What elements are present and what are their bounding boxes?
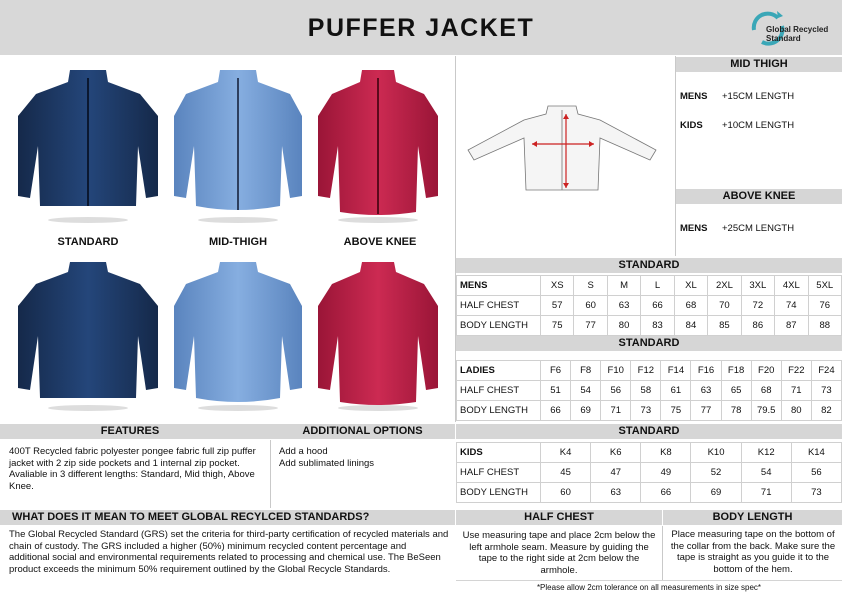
table-cell: F8 [571,361,601,381]
divider [662,526,663,580]
table-cell: 86 [741,316,774,336]
table-cell: 51 [541,381,571,401]
table-cell: KIDS [457,443,541,463]
table-cell: S [574,276,607,296]
table-cell: 56 [601,381,631,401]
table-cell: 73 [631,401,661,421]
mens-table-heading: STANDARD [456,258,842,273]
table-cell: 60 [541,483,591,503]
table-cell: 70 [708,296,741,316]
jacket-standard-front [18,70,158,223]
table-cell: 2XL [708,276,741,296]
table-cell: 85 [708,316,741,336]
table-cell: 5XL [808,276,842,296]
table-row [457,381,842,401]
table-cell: 54 [741,463,791,483]
table-cell: 66 [641,296,674,316]
divider [456,580,842,581]
label-above-knee: ABOVE KNEE [343,236,417,248]
table-cell: 74 [775,296,808,316]
table-cell: 56 [791,463,841,483]
table-cell: F10 [601,361,631,381]
table-cell: F24 [811,361,841,381]
table-cell: 71 [781,381,811,401]
above-knee-heading: ABOVE KNEE [676,189,842,204]
divider [675,56,676,256]
table-cell: 75 [661,401,691,421]
mid-thigh-kids-value: +10CM LENGTH [722,120,795,131]
table-cell: 63 [691,381,721,401]
grs-heading: WHAT DOES IT MEAN TO MEET GLOBAL RECYLCED STANDARDS? [0,510,455,525]
table-cell: F18 [721,361,751,381]
mid-thigh-heading: MID THIGH [676,57,842,72]
features-text: 400T Recycled fabric polyester pongee fabric full zip puffer jacket with 2 zip side pockets and 1 internal zip pocket. Avaliable in 3 different lengths: Standard, Mid thigh, Above Knee. [9,446,256,492]
table-cell: K14 [791,443,841,463]
table-cell: 88 [808,316,842,336]
table-cell: 84 [674,316,707,336]
table-cell: 47 [591,463,641,483]
above-knee-mens-label: MENS [680,223,708,234]
above-knee-mens-value: +25CM LENGTH [722,223,795,234]
additional-options-heading: ADDITIONAL OPTIONS [302,425,423,437]
table-cell: 52 [691,463,741,483]
table-cell: 54 [571,381,601,401]
table-cell: K6 [591,443,641,463]
table-cell: 60 [574,296,607,316]
table-cell: 73 [811,381,841,401]
grs-text: The Global Recycled Standard (GRS) set the criteria for third-party certification of recycled materials and chain of custody. The GRS included a higher (50%) minimum recycled content percentage and additional social and environmental requirements related to processing and chemical use. The BeSeen product exceeds the minimum 50% requirement outlined by the Global Recycle Standards. [9,529,449,575]
half-chest-text: Use measuring tape and place 2cm below the left armhole seam. Measure by guiding the tape to the right side at 2cm below the armhole. [462,530,656,576]
table-cell: K10 [691,443,741,463]
table-cell: 80 [607,316,640,336]
table-cell: 63 [607,296,640,316]
kids-size-table [456,442,842,503]
table-cell: F22 [781,361,811,381]
table-cell: 45 [541,463,591,483]
logo-text: Global Recycled Standard [766,25,829,43]
table-cell: K12 [741,443,791,463]
table-cell: BODY LENGTH [457,401,541,421]
jacket-above-knee-front [318,70,438,223]
jacket-standard-back [18,262,158,411]
table-cell: HALF CHEST [457,463,541,483]
body-length-heading: BODY LENGTH [663,510,842,525]
table-row [457,276,842,296]
table-cell: 77 [574,316,607,336]
ladies-table-heading: STANDARD [456,336,842,351]
table-row [457,483,842,503]
table-cell: L [641,276,674,296]
jacket-mid-thigh-front [174,70,302,223]
divider [270,440,271,508]
tolerance-footnote: *Please allow 2cm tolerance on all measurements in size spec* [536,583,762,592]
table-row [457,296,842,316]
table-cell: 57 [541,296,574,316]
table-cell: 71 [741,483,791,503]
jacket-above-knee-back [318,262,438,411]
page-title: PUFFER JACKET [307,14,535,42]
table-row [457,316,842,336]
table-cell: HALF CHEST [457,381,541,401]
table-row [457,361,842,381]
table-cell: 80 [781,401,811,421]
table-cell: XS [541,276,574,296]
table-row [457,443,842,463]
table-cell: BODY LENGTH [457,483,541,503]
table-cell: 76 [808,296,842,316]
half-chest-heading: HALF CHEST [456,510,662,525]
table-cell: 69 [571,401,601,421]
table-cell: F20 [751,361,781,381]
table-cell: 49 [641,463,691,483]
table-cell: MENS [457,276,541,296]
table-cell: F12 [631,361,661,381]
grs-logo [748,8,838,48]
mens-size-table [456,275,842,336]
mid-thigh-kids-label: KIDS [680,120,703,131]
table-cell: 63 [591,483,641,503]
table-cell: 82 [811,401,841,421]
table-row [457,463,842,483]
table-cell: M [607,276,640,296]
table-cell: F14 [661,361,691,381]
measurement-diagram [460,98,665,198]
table-cell: F16 [691,361,721,381]
table-cell: K8 [641,443,691,463]
table-cell: 4XL [775,276,808,296]
table-cell: K4 [541,443,591,463]
table-cell: 61 [661,381,691,401]
table-cell: 65 [721,381,751,401]
features-heading: FEATURES [100,425,160,437]
table-cell: HALF CHEST [457,296,541,316]
label-standard: STANDARD [57,236,119,248]
table-cell: LADIES [457,361,541,381]
table-cell: 66 [541,401,571,421]
table-cell: 71 [601,401,631,421]
body-length-text: Place measuring tape on the bottom of the collar from the back. Make sure the tape is straight as you guide it to the bottom of the hem. [670,529,836,575]
jacket-mid-thigh-back [174,262,302,411]
table-cell: 68 [674,296,707,316]
ladies-size-table [456,360,842,421]
table-cell: 72 [741,296,774,316]
table-cell: 69 [691,483,741,503]
table-cell: 58 [631,381,661,401]
table-cell: 83 [641,316,674,336]
table-cell: 79.5 [751,401,781,421]
table-cell: 75 [541,316,574,336]
table-cell: 66 [641,483,691,503]
table-cell: BODY LENGTH [457,316,541,336]
mid-thigh-mens-value: +15CM LENGTH [722,91,795,102]
table-cell: F6 [541,361,571,381]
table-cell: 87 [775,316,808,336]
table-cell: 78 [721,401,751,421]
mid-thigh-mens-label: MENS [680,91,708,102]
table-cell: 77 [691,401,721,421]
table-cell: 3XL [741,276,774,296]
table-cell: 68 [751,381,781,401]
option-item: Add a hood [279,446,328,457]
table-cell: XL [674,276,707,296]
table-row [457,401,842,421]
label-mid-thigh: MID-THIGH [208,236,268,248]
option-item: Add sublimated linings [279,458,375,469]
kids-table-heading: STANDARD [456,424,842,439]
table-cell: 73 [791,483,841,503]
